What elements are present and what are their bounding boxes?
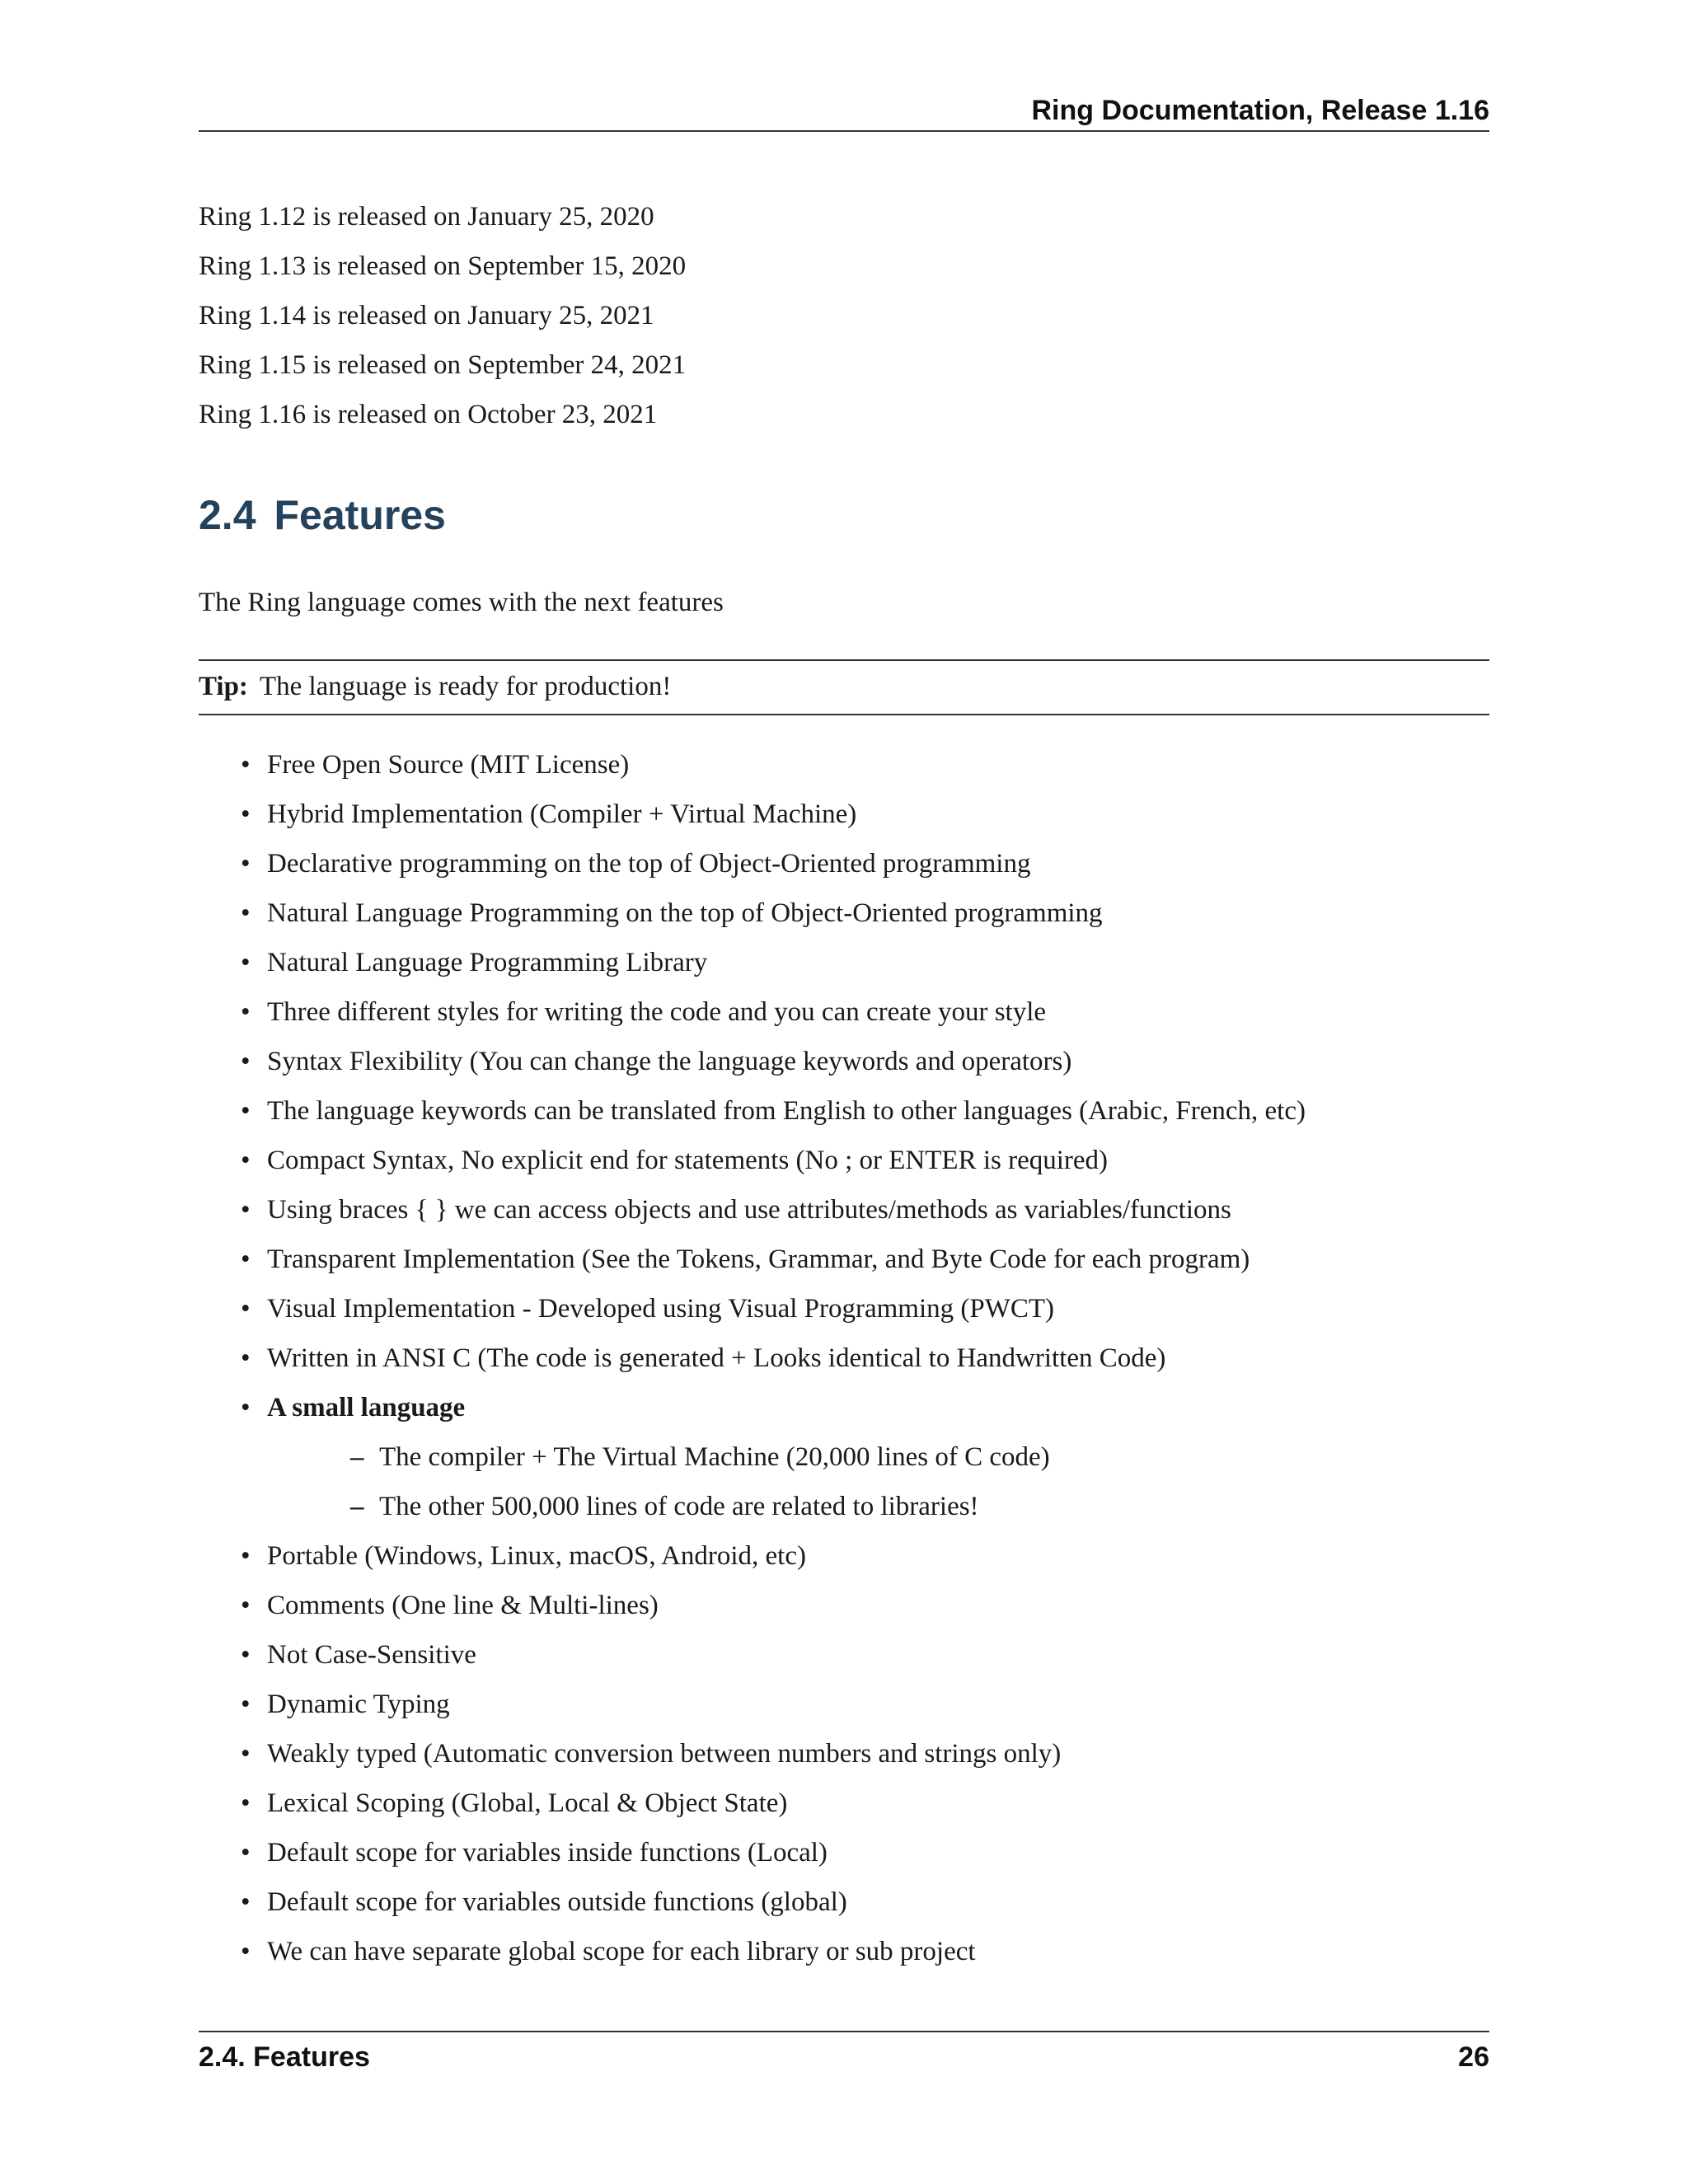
release-history — [199, 198, 1489, 445]
bullet-icon: • — [241, 1640, 251, 1670]
bullet-icon: • — [241, 1591, 251, 1620]
feature-item: • Natural Language Programming on the top of Object-Oriented programming — [199, 894, 1489, 944]
bullet-icon: • — [241, 898, 251, 928]
release-line: Ring 1.13 is released on September 15, 2020 — [199, 251, 687, 281]
dash-icon: – — [350, 1442, 364, 1472]
release-line: Ring 1.16 is released on October 23, 2021 — [199, 400, 658, 429]
running-header — [199, 91, 1489, 132]
feature-item: • Portable (Windows, Linux, macOS, Android, etc) — [199, 1537, 1489, 1586]
feature-item: • Comments (One line & Multi-lines) — [199, 1586, 1489, 1636]
feature-item: • Natural Language Programming Library — [199, 944, 1489, 993]
header-title: Ring Documentation, Release 1.16 — [1031, 95, 1489, 126]
section-number: 2.4 — [199, 492, 256, 538]
bullet-icon: • — [241, 1146, 251, 1175]
feature-item: • Default scope for variables outside functions (global) — [199, 1883, 1489, 1933]
section-intro: The Ring language comes with the next features — [199, 588, 724, 617]
section-heading — [199, 486, 446, 544]
bullet-icon: • — [241, 799, 251, 829]
feature-item: • Not Case-Sensitive — [199, 1636, 1489, 1685]
bullet-icon: • — [241, 1887, 251, 1917]
tip-text: The language is ready for production! — [259, 672, 672, 701]
feature-sub-item: – The other 500,000 lines of code are related to libraries! — [199, 1488, 1489, 1537]
release-line: Ring 1.14 is released on January 25, 2021 — [199, 301, 654, 330]
section-title: Features — [274, 492, 446, 538]
release-line: Ring 1.12 is released on January 25, 2020 — [199, 202, 654, 232]
bullet-icon: • — [241, 948, 251, 977]
release-line: Ring 1.15 is released on September 24, 2021 — [199, 350, 687, 380]
feature-item: • Transparent Implementation (See the Tokens, Grammar, and Byte Code for each program) — [199, 1240, 1489, 1290]
feature-item: • Declarative programming on the top of Object-Oriented programming — [199, 845, 1489, 894]
bullet-icon: • — [241, 1690, 251, 1719]
tip-label: Tip: — [199, 672, 248, 701]
dash-icon: – — [350, 1492, 364, 1521]
feature-item: • Dynamic Typing — [199, 1685, 1489, 1735]
bullet-icon: • — [241, 1096, 251, 1126]
feature-item: • Hybrid Implementation (Compiler + Virtual Machine) — [199, 795, 1489, 845]
bullet-icon: • — [241, 1294, 251, 1324]
tip-box — [199, 659, 1489, 715]
bullet-icon: • — [241, 1739, 251, 1769]
feature-list — [199, 746, 1489, 1982]
bullet-icon: • — [241, 1788, 251, 1818]
feature-item: • Syntax Flexibility (You can change the language keywords and operators) — [199, 1043, 1489, 1092]
feature-item: • Visual Implementation - Developed using Visual Programming (PWCT) — [199, 1290, 1489, 1339]
document-page — [199, 0, 1489, 2184]
feature-item-small-language: • A small language — [199, 1389, 1489, 1438]
bullet-icon: • — [241, 1244, 251, 1274]
bullet-icon: • — [241, 1393, 251, 1422]
bullet-icon: • — [241, 1541, 251, 1571]
bullet-icon: • — [241, 1195, 251, 1225]
feature-sub-item: – The compiler + The Virtual Machine (20,000 lines of C code) — [199, 1438, 1489, 1488]
bullet-icon: • — [241, 1937, 251, 1966]
page-number: 26 — [1458, 2041, 1489, 2073]
feature-item: • Three different styles for writing the code and you can create your style — [199, 993, 1489, 1043]
feature-item: • Using braces { } we can access objects and use attributes/methods as variables/functions — [199, 1191, 1489, 1240]
bullet-icon: • — [241, 1047, 251, 1076]
bullet-icon: • — [241, 849, 251, 879]
bullet-icon: • — [241, 750, 251, 780]
footer-section: 2.4. Features — [199, 2041, 370, 2073]
feature-item: • Compact Syntax, No explicit end for statements (No ; or ENTER is required) — [199, 1141, 1489, 1191]
feature-item: • The language keywords can be translated from English to other languages (Arabic, French, etc) — [199, 1092, 1489, 1141]
feature-item: • Written in ANSI C (The code is generated + Looks identical to Handwritten Code) — [199, 1339, 1489, 1389]
bullet-icon: • — [241, 1838, 251, 1868]
feature-item: • Default scope for variables inside functions (Local) — [199, 1834, 1489, 1883]
bullet-icon: • — [241, 997, 251, 1027]
feature-item: • Free Open Source (MIT License) — [199, 746, 1489, 795]
feature-item: • Lexical Scoping (Global, Local & Object State) — [199, 1784, 1489, 1834]
feature-item: • Weakly typed (Automatic conversion between numbers and strings only) — [199, 1735, 1489, 1784]
feature-item: • We can have separate global scope for each library or sub project — [199, 1933, 1489, 1982]
bullet-icon: • — [241, 1343, 251, 1373]
running-footer — [199, 2031, 1489, 2073]
